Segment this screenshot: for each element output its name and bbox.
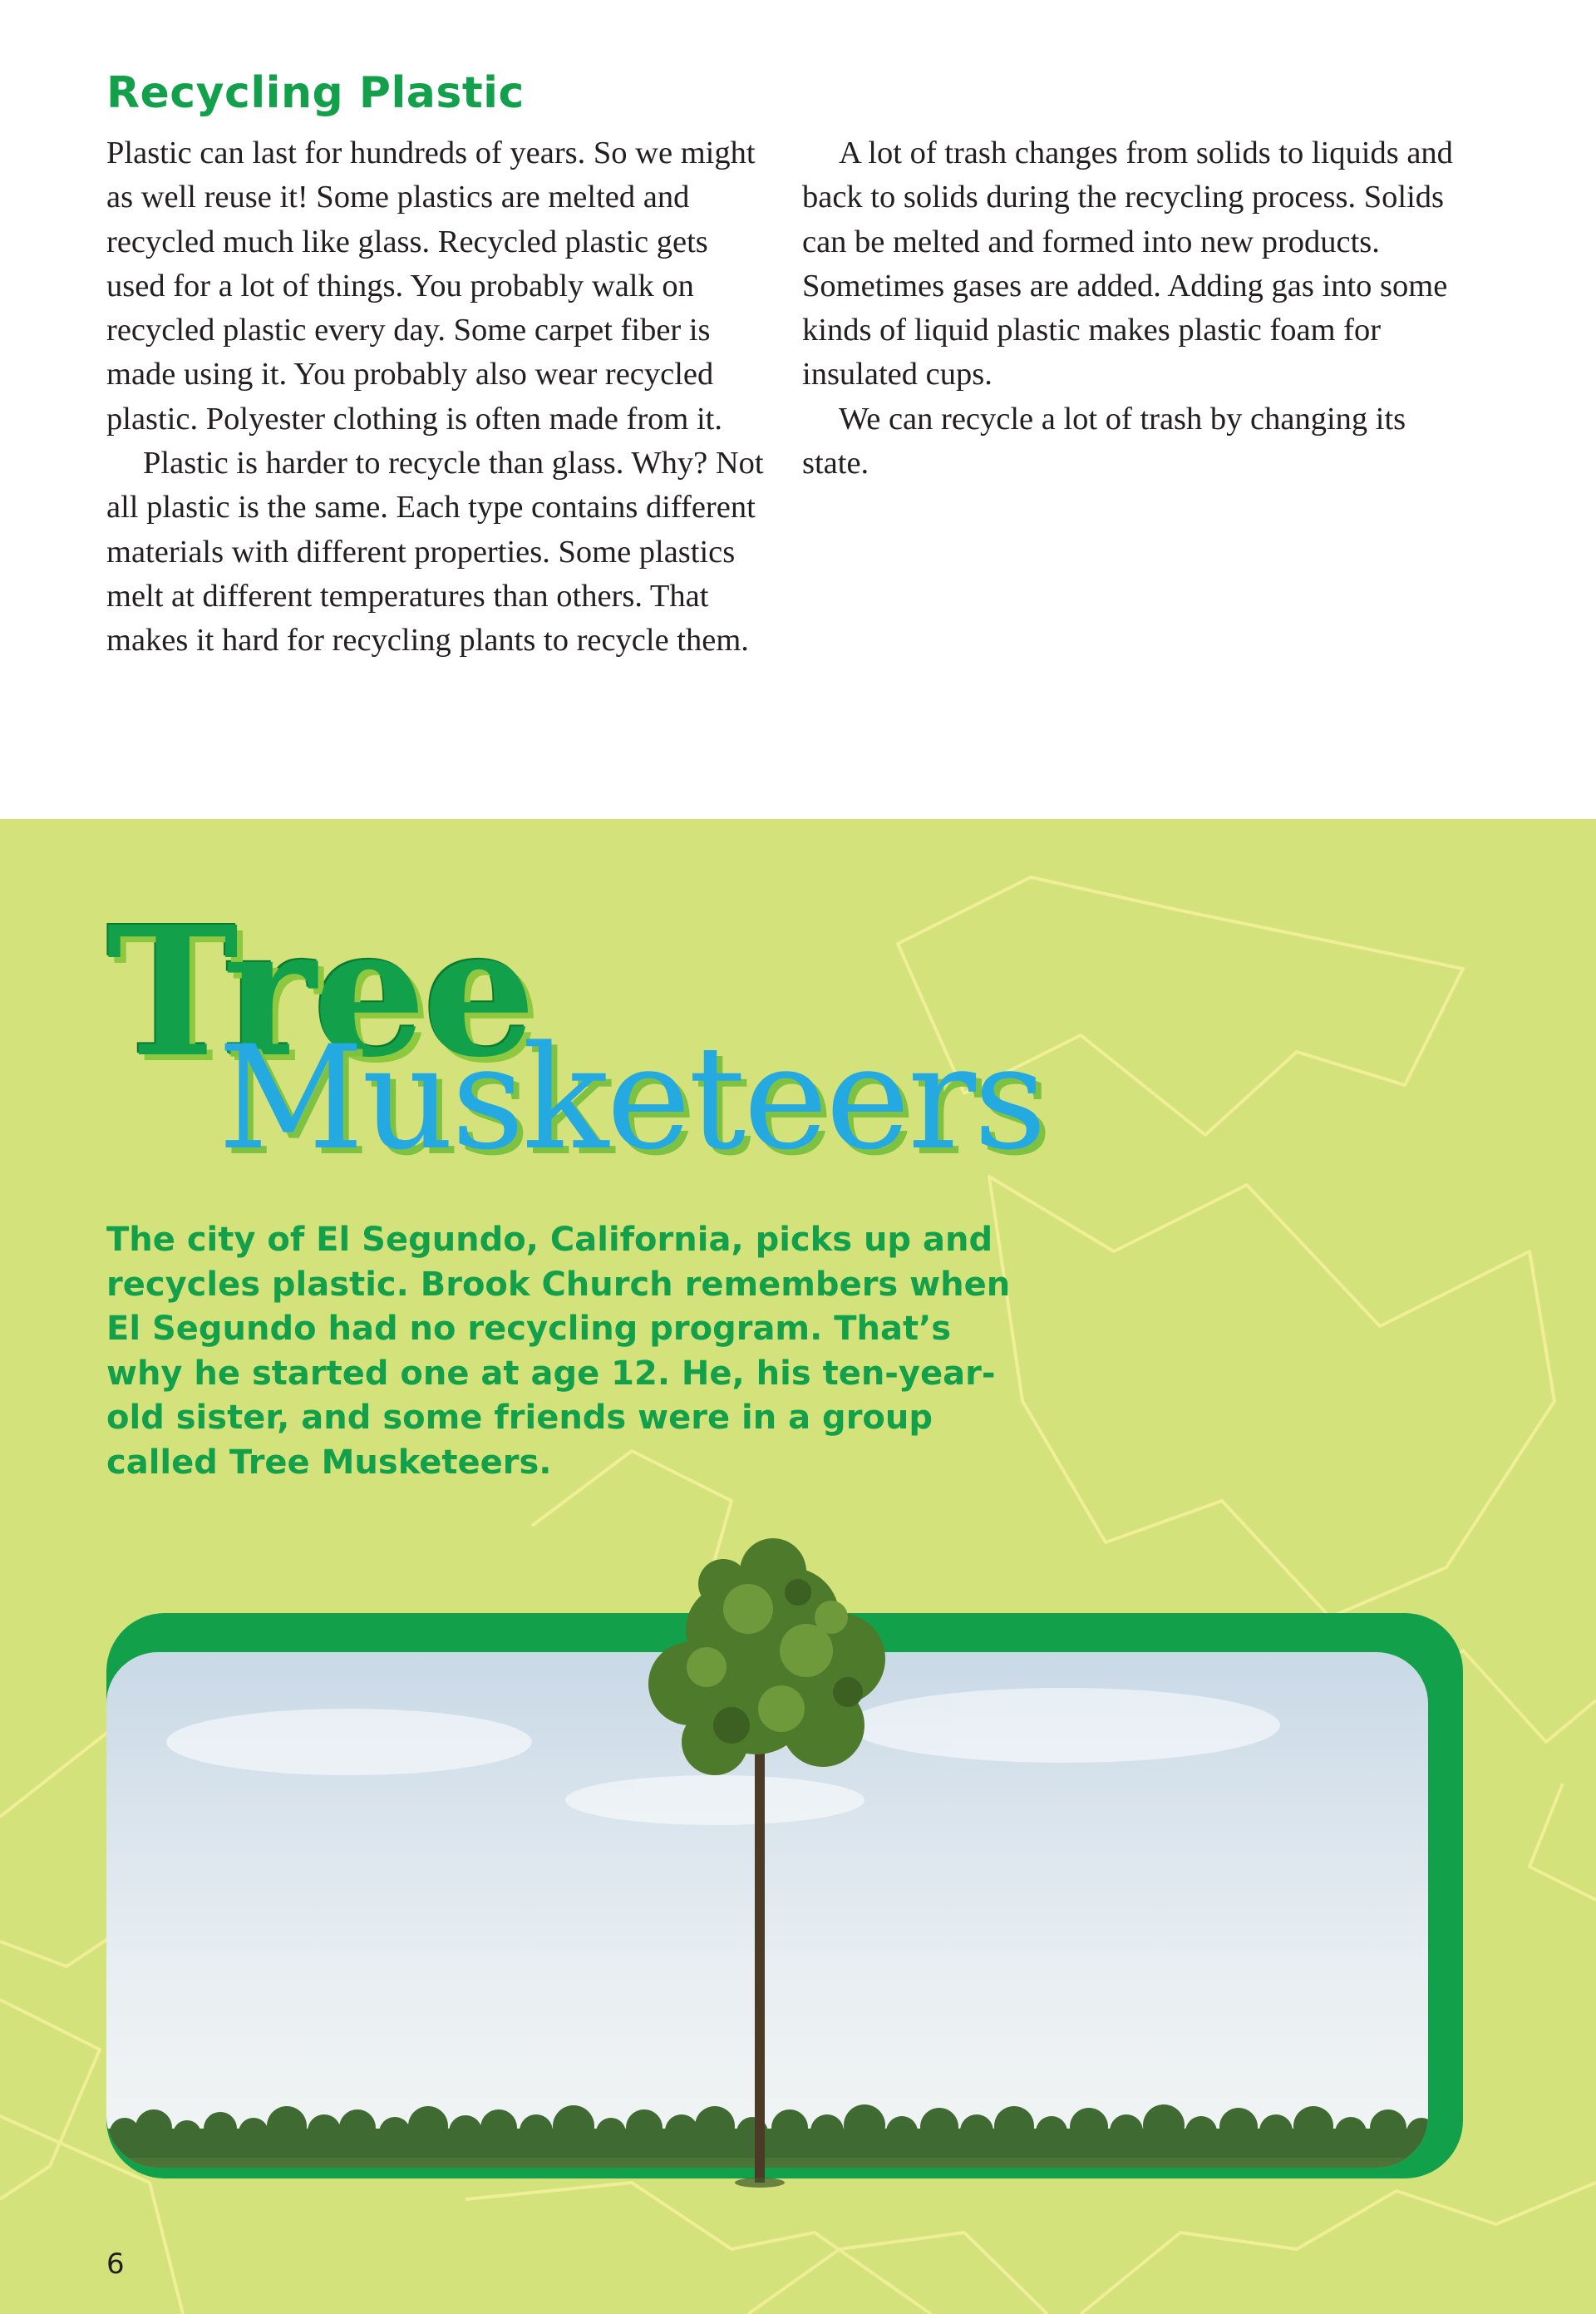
- tree-canopy: [648, 1538, 885, 1775]
- left-text-column: [106, 131, 771, 664]
- title-tree: Tree: [106, 888, 533, 1097]
- tree-trunk: [755, 1692, 765, 2183]
- intro-paragraph: The city of El Segundo, California, picks up and recycles plastic. Brook Church remembers when El Segundo had no recycling program. That’s why he started one at age 12. He, his ten-year-old sister, and some friends were in a group called Tree Musketeers.: [106, 1221, 1011, 1482]
- right-text-column: [802, 131, 1467, 486]
- title-musketeers: Musketeers: [218, 1014, 1045, 1182]
- recycling-plastic-section: [0, 0, 1596, 819]
- paragraph: A lot of trash changes from solids to liquids and back to solids during the recycling process. Solids can be melted and formed into new products. Sometimes gases are added. Adding gas into some kinds of liquid plastic makes plastic foam for insulated cups.: [802, 136, 1453, 392]
- paragraph: Plastic can last for hundreds of years. So we might as well reuse it! Some plastics are melted and recycled much like glass. Recycled plastic gets used for a lot of things. You probably walk on recycled plastic every day. Some carpet fiber is made using it. You probably also wear recycled plastic. Polyester clothing is often made from it.: [106, 136, 756, 437]
- section-heading: Recycling Plastic: [106, 68, 525, 118]
- tree-musketeers-section: [0, 819, 1596, 2314]
- page-number: 6: [106, 2247, 125, 2281]
- paragraph: Plastic is harder to recycle than glass. Why? Not all plastic is the same. Each type contains different materials with different properties. Some plastics melt at different temperatures than others. That makes it hard for recycling plants to recycle them.: [106, 446, 764, 659]
- tree-photo: [0, 819, 1596, 2314]
- paragraph: We can recycle a lot of trash by changing its state.: [802, 401, 1406, 481]
